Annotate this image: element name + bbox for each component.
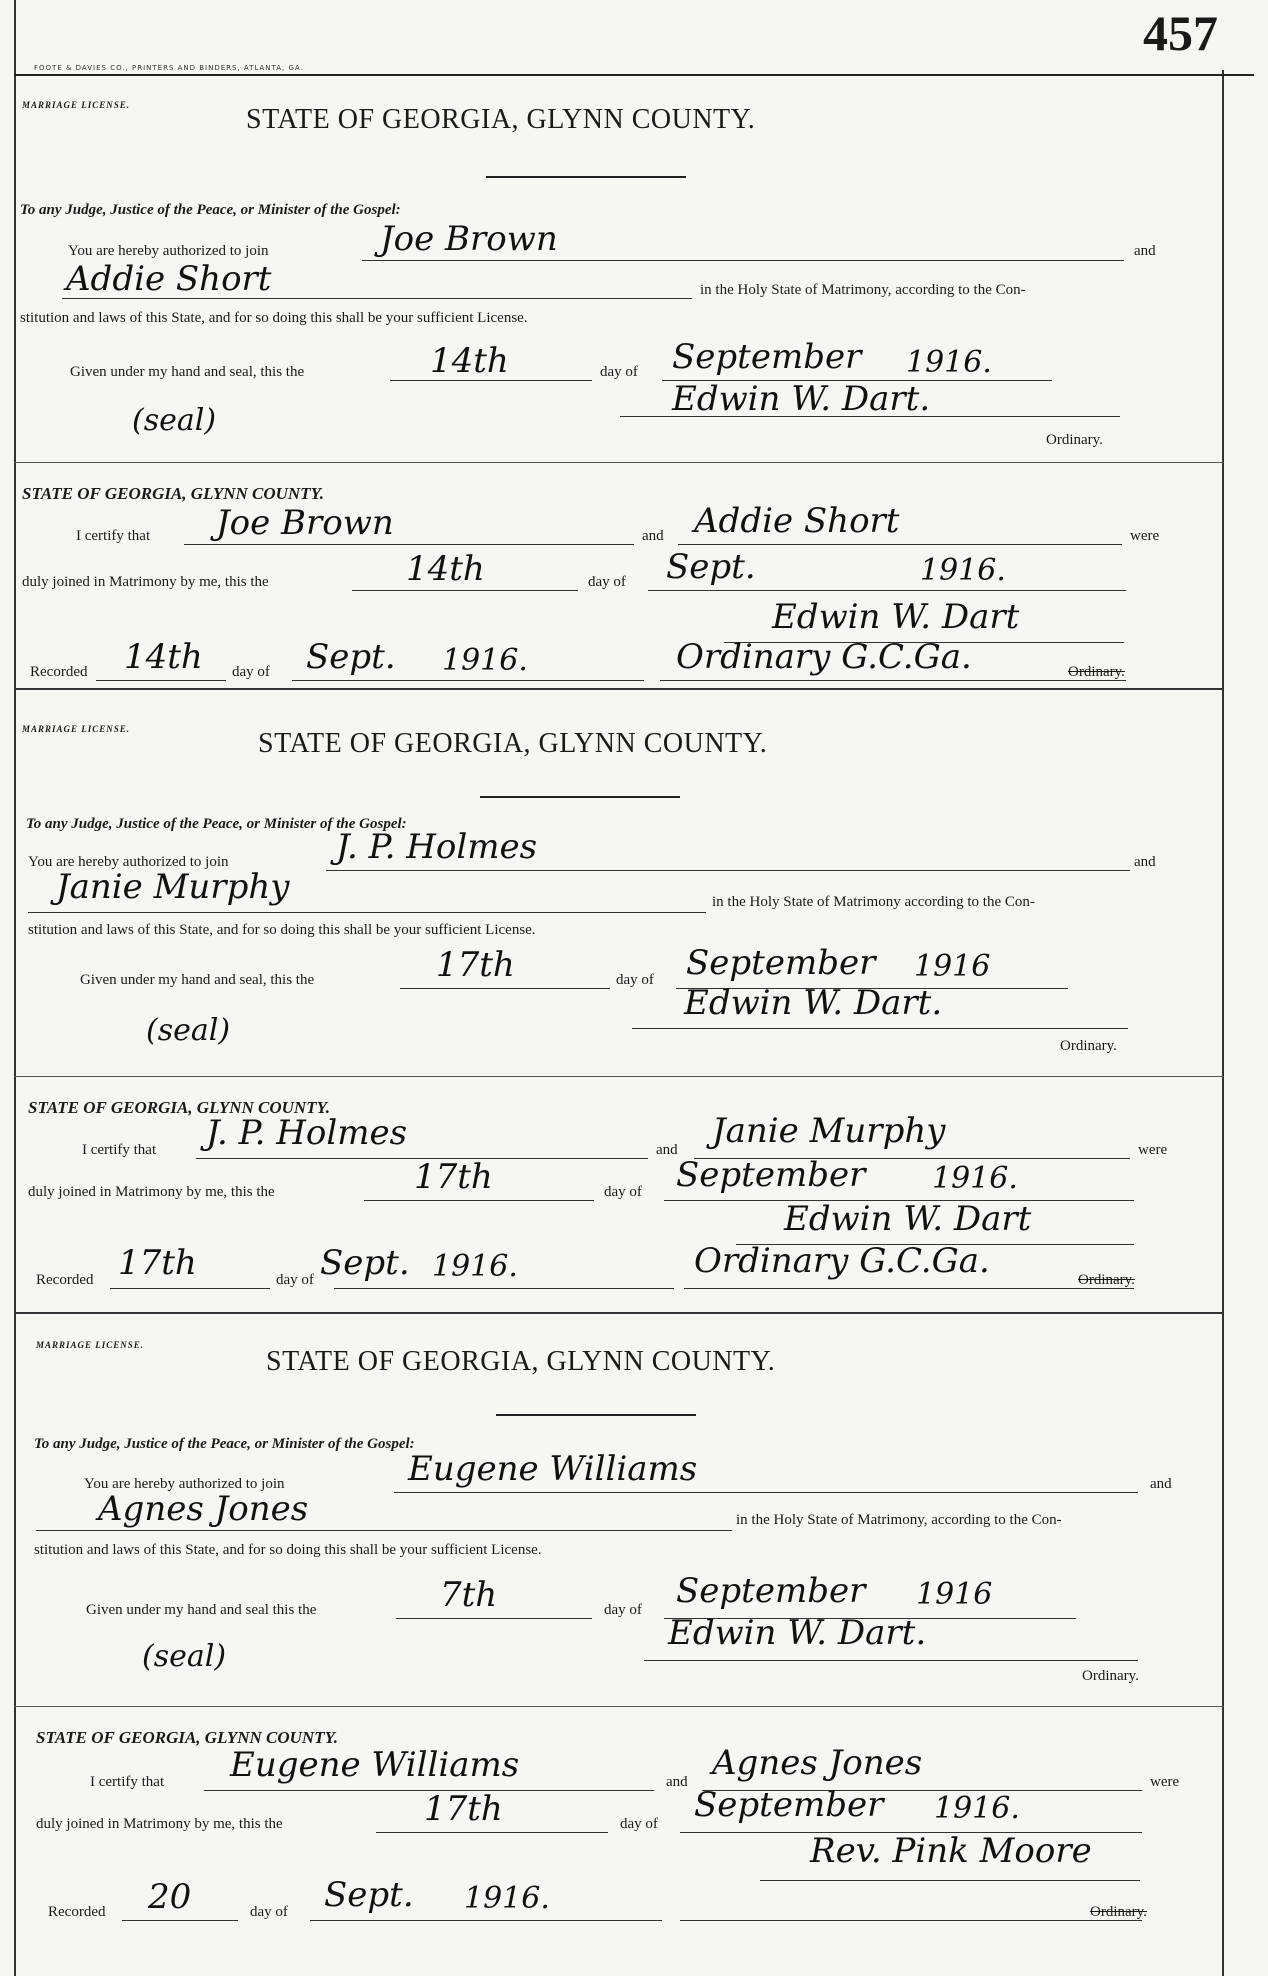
- duly-joined-label: duly joined in Matrimony by me, this the: [28, 1184, 275, 1200]
- rec-month: Sept.: [320, 1243, 410, 1283]
- cert-month: September: [694, 1785, 884, 1825]
- title-rule: [496, 1414, 696, 1416]
- day-of-label: day of: [250, 1904, 288, 1920]
- rec-day: 17th: [118, 1243, 197, 1283]
- license-title: STATE OF GEORGIA, GLYNN COUNTY.: [246, 104, 756, 135]
- page-number: 457: [1143, 5, 1218, 61]
- day-of-label: day of: [232, 664, 270, 680]
- license-year: 1916: [916, 1577, 993, 1612]
- cert-day: 17th: [424, 1789, 503, 1829]
- record-divider: [14, 688, 1224, 690]
- and-label: and: [666, 1774, 688, 1790]
- cert-bride: Addie Short: [694, 501, 900, 541]
- cert-year: 1916.: [932, 1161, 1018, 1196]
- cert-month: September: [676, 1155, 866, 1195]
- day-of-label: day of: [620, 1816, 658, 1832]
- license-month: September: [686, 943, 876, 983]
- groom-name: J. P. Holmes: [336, 827, 538, 867]
- ordinary-struck-label: Ordinary.: [1090, 1904, 1147, 1920]
- license-month: September: [672, 337, 862, 377]
- cert-day: 17th: [414, 1157, 493, 1197]
- officiant-signature: Edwin W. Dart: [784, 1199, 1032, 1239]
- authorized-label: You are hereby authorized to join: [84, 1476, 285, 1492]
- bride-name: Agnes Jones: [98, 1489, 309, 1529]
- printer-imprint: FOOTE & DAVIES CO., PRINTERS AND BINDERS, ATLANTA, GA.: [34, 64, 304, 72]
- license-title: STATE OF GEORGIA, GLYNN COUNTY.: [258, 728, 768, 759]
- groom-name: Joe Brown: [380, 219, 558, 259]
- day-of-label: day of: [600, 364, 638, 380]
- rec-signature: Ordinary G.C.Ga.: [676, 637, 972, 677]
- ordinary-signature: Edwin W. Dart.: [668, 1613, 927, 1653]
- authorized-label: You are hereby authorized to join: [68, 243, 269, 259]
- cert-bride: Janie Murphy: [712, 1111, 946, 1151]
- ordinary-signature: Edwin W. Dart.: [684, 983, 943, 1023]
- cert-year: 1916.: [920, 553, 1006, 588]
- were-label: were: [1138, 1142, 1168, 1158]
- cert-groom: Joe Brown: [216, 503, 394, 543]
- marriage-license-label: MARRIAGE LICENSE.: [22, 724, 131, 734]
- rec-signature: Ordinary G.C.Ga.: [694, 1241, 990, 1281]
- were-label: were: [1150, 1774, 1180, 1790]
- right-margin-line: [1222, 70, 1224, 1976]
- cert-groom: J. P. Holmes: [206, 1113, 408, 1153]
- stitution-text: stitution and laws of this State, and for so doing this shall be your sufficient License.: [34, 1542, 542, 1558]
- rec-year: 1916.: [442, 643, 528, 678]
- section-divider: [14, 1076, 1224, 1077]
- license-year: 1916: [914, 949, 991, 984]
- ordinary-struck-label: Ordinary.: [1068, 664, 1125, 680]
- recorded-label: Recorded: [30, 664, 88, 680]
- recorded-label: Recorded: [48, 1904, 106, 1920]
- license-day: 17th: [436, 945, 515, 985]
- marriage-license-label: MARRIAGE LICENSE.: [36, 1340, 145, 1350]
- officiant-signature: Edwin W. Dart: [772, 597, 1020, 637]
- ordinary-signature: Edwin W. Dart.: [672, 379, 931, 419]
- ordinary-label: Ordinary.: [1046, 432, 1103, 448]
- license-year: 1916.: [906, 345, 992, 380]
- title-rule: [480, 796, 680, 798]
- recorded-label: Recorded: [36, 1272, 94, 1288]
- groom-name: Eugene Williams: [408, 1449, 698, 1489]
- and-label: and: [1134, 854, 1156, 870]
- seal-mark: (seal): [132, 403, 217, 438]
- rec-sig-line: [680, 1898, 1142, 1921]
- ordinary-label: Ordinary.: [1060, 1038, 1117, 1054]
- day-of-label: day of: [616, 972, 654, 988]
- rec-day: 20: [148, 1877, 192, 1917]
- license-title: STATE OF GEORGIA, GLYNN COUNTY.: [266, 1346, 776, 1377]
- salutation: To any Judge, Justice of the Peace, or Minister of the Gospel:: [34, 1436, 415, 1452]
- and-label: and: [1134, 243, 1156, 259]
- rec-year: 1916.: [432, 1249, 518, 1284]
- officiant-signature: Rev. Pink Moore: [810, 1831, 1092, 1871]
- title-rule: [486, 176, 686, 178]
- day-of-label: day of: [276, 1272, 314, 1288]
- seal-mark: (seal): [146, 1013, 231, 1048]
- duly-joined-label: duly joined in Matrimony by me, this the: [36, 1816, 283, 1832]
- day-of-label: day of: [588, 574, 626, 590]
- certificate-title: STATE OF GEORGIA, GLYNN COUNTY.: [36, 1728, 338, 1747]
- license-day: 7th: [440, 1575, 498, 1615]
- rec-month: Sept.: [324, 1875, 414, 1915]
- day-of-label: day of: [604, 1602, 642, 1618]
- ordinary-struck-label: Ordinary.: [1078, 1272, 1135, 1288]
- given-label: Given under my hand and seal this the: [86, 1602, 317, 1618]
- stitution-text: stitution and laws of this State, and for so doing this shall be your sufficient License.: [28, 922, 536, 938]
- salutation: To any Judge, Justice of the Peace, or Minister of the Gospel:: [26, 816, 407, 832]
- bride-name: Addie Short: [66, 259, 272, 299]
- section-divider: [14, 1706, 1224, 1707]
- left-margin-line: [14, 0, 16, 1976]
- day-of-label: day of: [604, 1184, 642, 1200]
- certificate-title: STATE OF GEORGIA, GLYNN COUNTY.: [22, 484, 324, 503]
- and-label: and: [656, 1142, 678, 1158]
- and-label: and: [1150, 1476, 1172, 1492]
- holy-state-text: in the Holy State of Matrimony, according to the Con-: [700, 282, 1026, 298]
- rec-month: Sept.: [306, 637, 396, 677]
- given-label: Given under my hand and seal, this the: [70, 364, 305, 380]
- given-label: Given under my hand and seal, this the: [80, 972, 315, 988]
- duly-joined-label: duly joined in Matrimony by me, this the: [22, 574, 269, 590]
- certify-label: I certify that: [82, 1142, 157, 1158]
- certificate-title: STATE OF GEORGIA, GLYNN COUNTY.: [28, 1098, 330, 1117]
- section-divider: [14, 462, 1224, 463]
- cert-bride: Agnes Jones: [712, 1743, 923, 1783]
- cert-year: 1916.: [934, 1791, 1020, 1826]
- bride-name: Janie Murphy: [56, 867, 290, 907]
- and-label: and: [642, 528, 664, 544]
- holy-state-text: in the Holy State of Matrimony, according to the Con-: [736, 1512, 1062, 1528]
- ordinary-label: Ordinary.: [1082, 1668, 1139, 1684]
- certify-label: I certify that: [76, 528, 151, 544]
- marriage-license-label: MARRIAGE LICENSE.: [22, 100, 131, 110]
- salutation: To any Judge, Justice of the Peace, or Minister of the Gospel:: [20, 202, 401, 218]
- holy-state-text: in the Holy State of Matrimony according to the Con-: [712, 894, 1035, 910]
- seal-mark: (seal): [142, 1639, 227, 1674]
- record-divider: [14, 1312, 1224, 1314]
- cert-month: Sept.: [666, 547, 756, 587]
- rec-day: 14th: [124, 637, 203, 677]
- certify-label: I certify that: [90, 1774, 165, 1790]
- license-month: September: [676, 1571, 866, 1611]
- rec-year: 1916.: [464, 1881, 550, 1916]
- were-label: were: [1130, 528, 1160, 544]
- authorized-label: You are hereby authorized to join: [28, 854, 229, 870]
- license-day: 14th: [430, 341, 509, 381]
- cert-day: 14th: [406, 549, 485, 589]
- cert-groom: Eugene Williams: [230, 1745, 520, 1785]
- top-rule: [14, 74, 1254, 76]
- stitution-text: stitution and laws of this State, and for so doing this shall be your sufficient License.: [20, 310, 528, 326]
